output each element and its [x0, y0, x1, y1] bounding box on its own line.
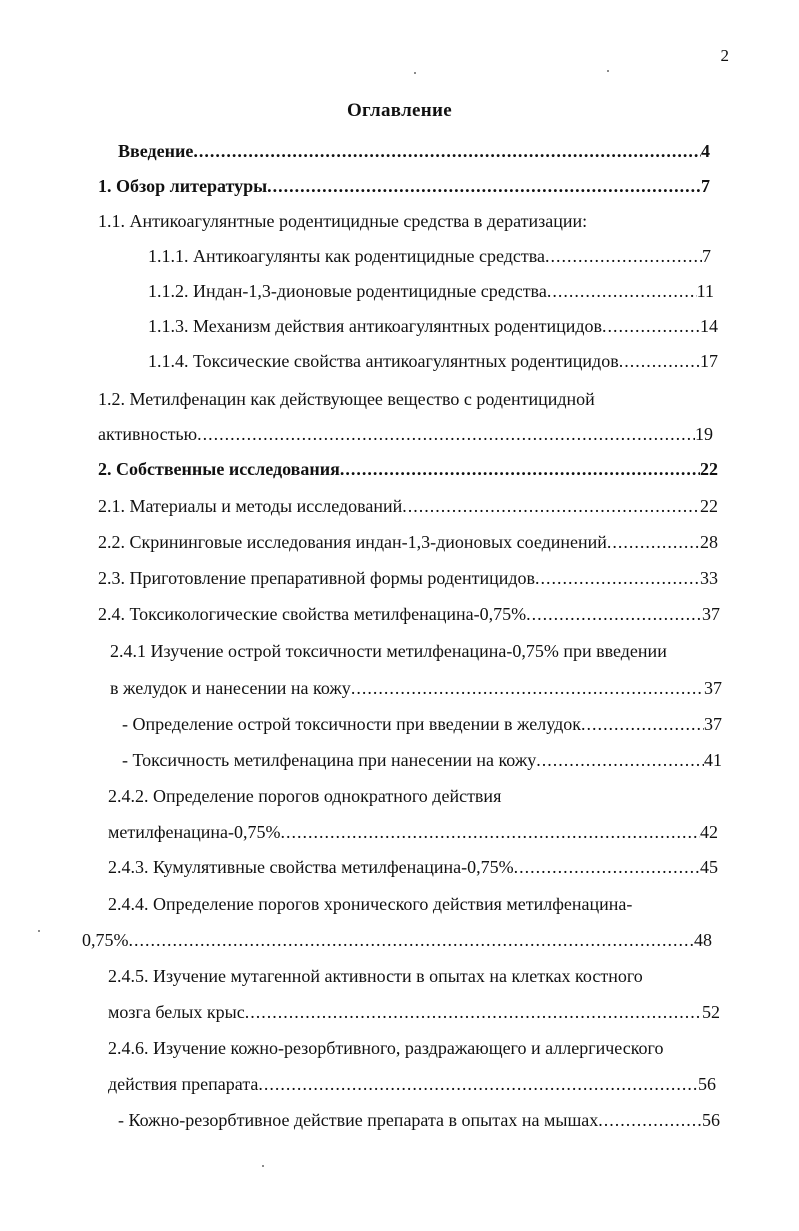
toc-entry-page: 56 [702, 1110, 720, 1130]
toc-entry-text: 2.3. Приготовление препаративной формы родентицидов [98, 568, 536, 588]
leader-dots [536, 743, 704, 777]
toc-entry-page: 7 [702, 246, 711, 266]
leader-dots [581, 707, 704, 741]
scan-speck [414, 72, 416, 74]
toc-entry-text: действия препарата [108, 1074, 259, 1094]
scan-speck [262, 1165, 264, 1167]
toc-entry-text: 1.1.3. Механизм действия антикоагулянтных родентицидов [148, 316, 603, 336]
toc-entry-text: 2.4.3. Кумулятивные свойства метилфенацина-0,75% [108, 857, 514, 877]
leader-dots [340, 452, 700, 486]
toc-entry-page: 48 [694, 930, 712, 950]
toc-entry [98, 452, 718, 486]
toc-entry [98, 525, 718, 559]
leader-dots [402, 489, 700, 523]
scan-speck [607, 70, 609, 72]
toc-entry-text: 2.4.2. Определение порогов однократного действия [108, 786, 502, 806]
toc-entry-text: 1. Обзор литературы [98, 176, 268, 196]
toc-entry-page: 33 [700, 568, 718, 588]
toc-entry [122, 707, 722, 741]
leader-dots [129, 923, 695, 957]
toc-entry-text: 1.1. Антикоагулянтные родентицидные средства в дератизации: [98, 211, 588, 231]
toc-entry-text: в желудок и нанесении на кожу [110, 678, 351, 698]
leader-dots [258, 1067, 698, 1101]
leader-dots [598, 1103, 702, 1137]
toc-entry [148, 309, 718, 343]
toc-entry-page: 7 [701, 176, 710, 196]
toc-entry-text: 2.4. Токсикологические свойства метилфенацина-0,75% [98, 604, 527, 624]
toc-title: Оглавление [346, 100, 453, 121]
toc-entry-page: 45 [700, 857, 718, 877]
toc-entry-page: 37 [702, 604, 720, 624]
toc-entry [118, 1103, 720, 1137]
leader-dots [526, 597, 702, 631]
toc-entry [98, 417, 713, 451]
toc-entry [98, 382, 710, 416]
toc-entry-text: 1.1.1. Антикоагулянты как родентицидные средства [148, 246, 546, 266]
toc-entry [82, 923, 712, 957]
toc-entry-text: 0,75% [82, 930, 129, 950]
toc-entry-text: 2.4.4. Определение порогов хронического действия метилфенацина- [108, 894, 633, 914]
toc-entry-text: 1.1.2. Индан-1,3-дионовые родентицидные средства [148, 281, 547, 301]
toc-entry [98, 489, 718, 523]
toc-entry-text: мозга белых крыс [108, 1002, 245, 1022]
toc-entry-page: 37 [704, 678, 722, 698]
scan-speck [38, 930, 40, 932]
leader-dots [193, 134, 701, 168]
toc-entry [108, 779, 718, 813]
toc-entry-page: 28 [700, 532, 718, 552]
toc-entry-page: 41 [704, 750, 722, 770]
leader-dots [267, 169, 701, 203]
toc-entry [148, 239, 711, 273]
toc-entry-page: 52 [702, 1002, 720, 1022]
toc-entry-page: 22 [700, 496, 718, 516]
toc-entry-page: 56 [698, 1074, 716, 1094]
toc-entry-text: 1.1.4. Токсические свойства антикоагулянтных родентицидов [148, 351, 619, 371]
toc-entry-page: 22 [700, 459, 718, 479]
toc-entry [118, 134, 710, 168]
leader-dots [607, 525, 700, 559]
toc-entry-text: 2.2. Скрининговые исследования индан-1,3-дионовых соединений [98, 532, 607, 552]
toc-entry [110, 671, 722, 705]
toc-entry-page: 42 [700, 822, 718, 842]
toc-entry-text: 2.4.6. Изучение кожно-резорбтивного, раздражающего и аллергического [108, 1038, 664, 1058]
toc-entry-text: - Определение острой токсичности при введении в желудок [122, 714, 581, 734]
toc-entry-text: 2. Собственные исследования [98, 459, 340, 479]
toc-entry [98, 561, 718, 595]
leader-dots [281, 815, 700, 849]
toc-entry-page: 19 [695, 424, 713, 444]
toc-entry [98, 169, 710, 203]
toc-entry [98, 597, 720, 631]
toc-entry-text: 2.4.1 Изучение острой токсичности метилфенацина-0,75% при введении [110, 641, 667, 661]
toc-entry [108, 1031, 720, 1065]
toc-entry-text: Введение [118, 141, 194, 161]
leader-dots [535, 561, 700, 595]
toc-entry-page: 17 [700, 351, 718, 371]
toc-entry [108, 995, 720, 1029]
leader-dots [545, 239, 702, 273]
toc-entry-text: - Кожно-резорбтивное действие препарата в опытах на мышах [118, 1110, 599, 1130]
leader-dots [245, 995, 702, 1029]
toc-entry-text: - Токсичность метилфенацина при нанесении на кожу [122, 750, 537, 770]
toc-entry-page: 4 [701, 141, 710, 161]
leader-dots [602, 309, 700, 343]
toc-entry [108, 1067, 716, 1101]
toc-entry-text: 2.1. Материалы и методы исследований [98, 496, 403, 516]
toc-entry [108, 959, 718, 993]
toc-entry-page: 37 [704, 714, 722, 734]
toc-entry [108, 850, 718, 884]
leader-dots [547, 274, 697, 308]
toc-entry-page: 11 [696, 281, 714, 301]
leader-dots [619, 344, 700, 378]
toc-entry-page: 14 [700, 316, 718, 336]
page-number: 2 [720, 46, 729, 65]
toc-entry-text: метилфенацина-0,75% [108, 822, 281, 842]
toc-entry [122, 743, 722, 777]
leader-dots [351, 671, 704, 705]
leader-dots [197, 417, 695, 451]
toc-entry [108, 815, 718, 849]
toc-entry-text: активностью [98, 424, 198, 444]
toc-entry-text: 2.4.5. Изучение мутагенной активности в опытах на клетках костного [108, 966, 643, 986]
toc-entry-text: 1.2. Метилфенацин как действующее вещество с родентицидной [98, 389, 595, 409]
toc-entry [148, 344, 718, 378]
toc-entry [110, 634, 720, 668]
toc-entry [148, 274, 714, 308]
toc-entry [108, 887, 718, 921]
toc-entry [98, 204, 710, 238]
leader-dots [514, 850, 700, 884]
